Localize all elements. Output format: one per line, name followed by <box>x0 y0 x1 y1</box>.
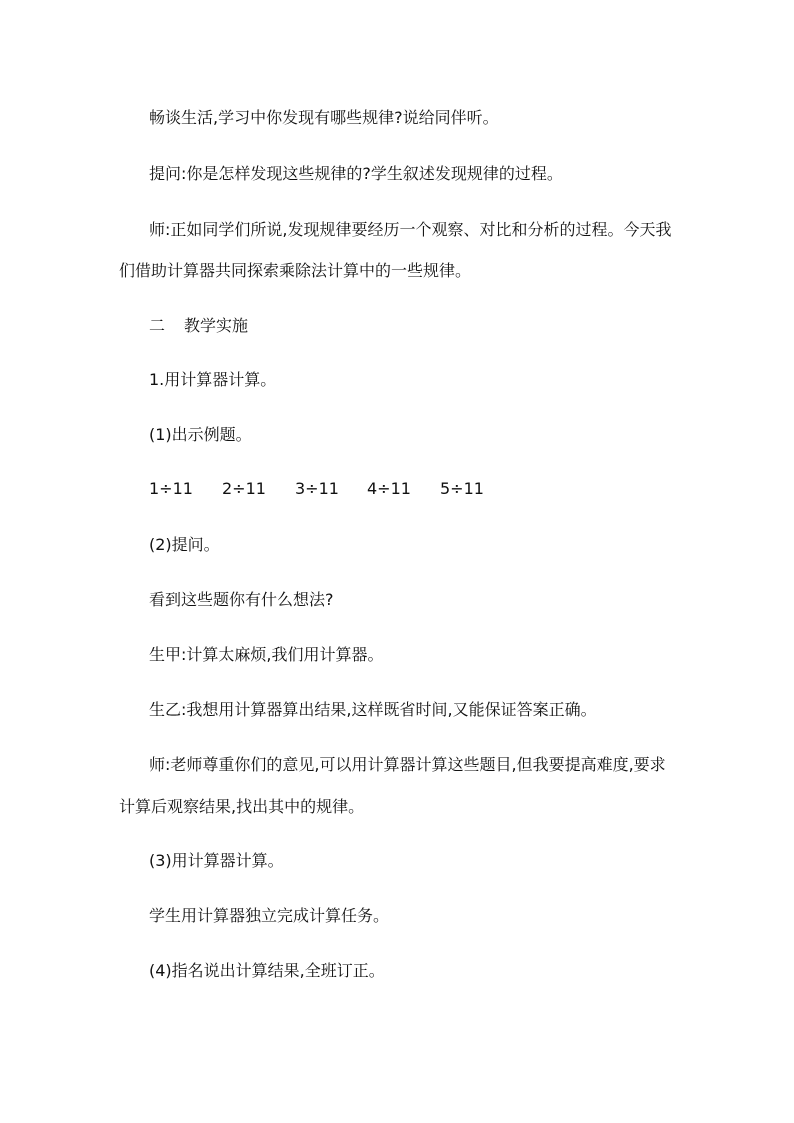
paragraph-teacher-intro-line1: 师:正如同学们所说,发现规律要经历一个观察、对比和分析的过程。今天我 <box>149 220 672 239</box>
paragraph-teacher-response-line2: 计算后观察结果,找出其中的规律。 <box>119 797 365 816</box>
section-title: 教学实施 <box>184 316 249 335</box>
expression-5: 5÷11 <box>440 479 484 498</box>
expression-4: 4÷11 <box>367 479 411 498</box>
item-1-4-report-results: (4)指名说出计算结果,全班订正。 <box>149 961 385 980</box>
paragraph-what-thoughts: 看到这些题你有什么想法? <box>149 590 334 609</box>
section-number: 二 <box>149 316 166 335</box>
expression-3: 3÷11 <box>295 479 339 498</box>
paragraph-students-complete-task: 学生用计算器独立完成计算任务。 <box>149 906 390 925</box>
item-1-use-calculator: 1.用计算器计算。 <box>149 370 277 389</box>
paragraph-student-b: 生乙:我想用计算器算出结果,这样既省时间,又能保证答案正确。 <box>149 700 597 719</box>
item-1-1-show-examples: (1)出示例题。 <box>149 425 252 444</box>
paragraph-talk-about-rules: 畅谈生活,学习中你发现有哪些规律?说给同伴听。 <box>149 108 499 127</box>
item-1-3-calculate: (3)用计算器计算。 <box>149 851 284 870</box>
paragraph-teacher-response-line1: 师:老师尊重你们的意见,可以用计算器计算这些题目,但我要提高难度,要求 <box>149 755 666 774</box>
section-heading <box>149 316 248 336</box>
expression-2: 2÷11 <box>222 479 266 498</box>
item-1-2-question: (2)提问。 <box>149 535 220 554</box>
paragraph-student-a: 生甲:计算太麻烦,我们用计算器。 <box>149 645 384 664</box>
paragraph-question-how-found: 提问:你是怎样发现这些规律的?学生叙述发现规律的过程。 <box>149 164 563 183</box>
paragraph-teacher-intro-line2: 们借助计算器共同探索乘除法计算中的一些规律。 <box>119 261 472 280</box>
expression-1: 1÷11 <box>149 479 193 498</box>
